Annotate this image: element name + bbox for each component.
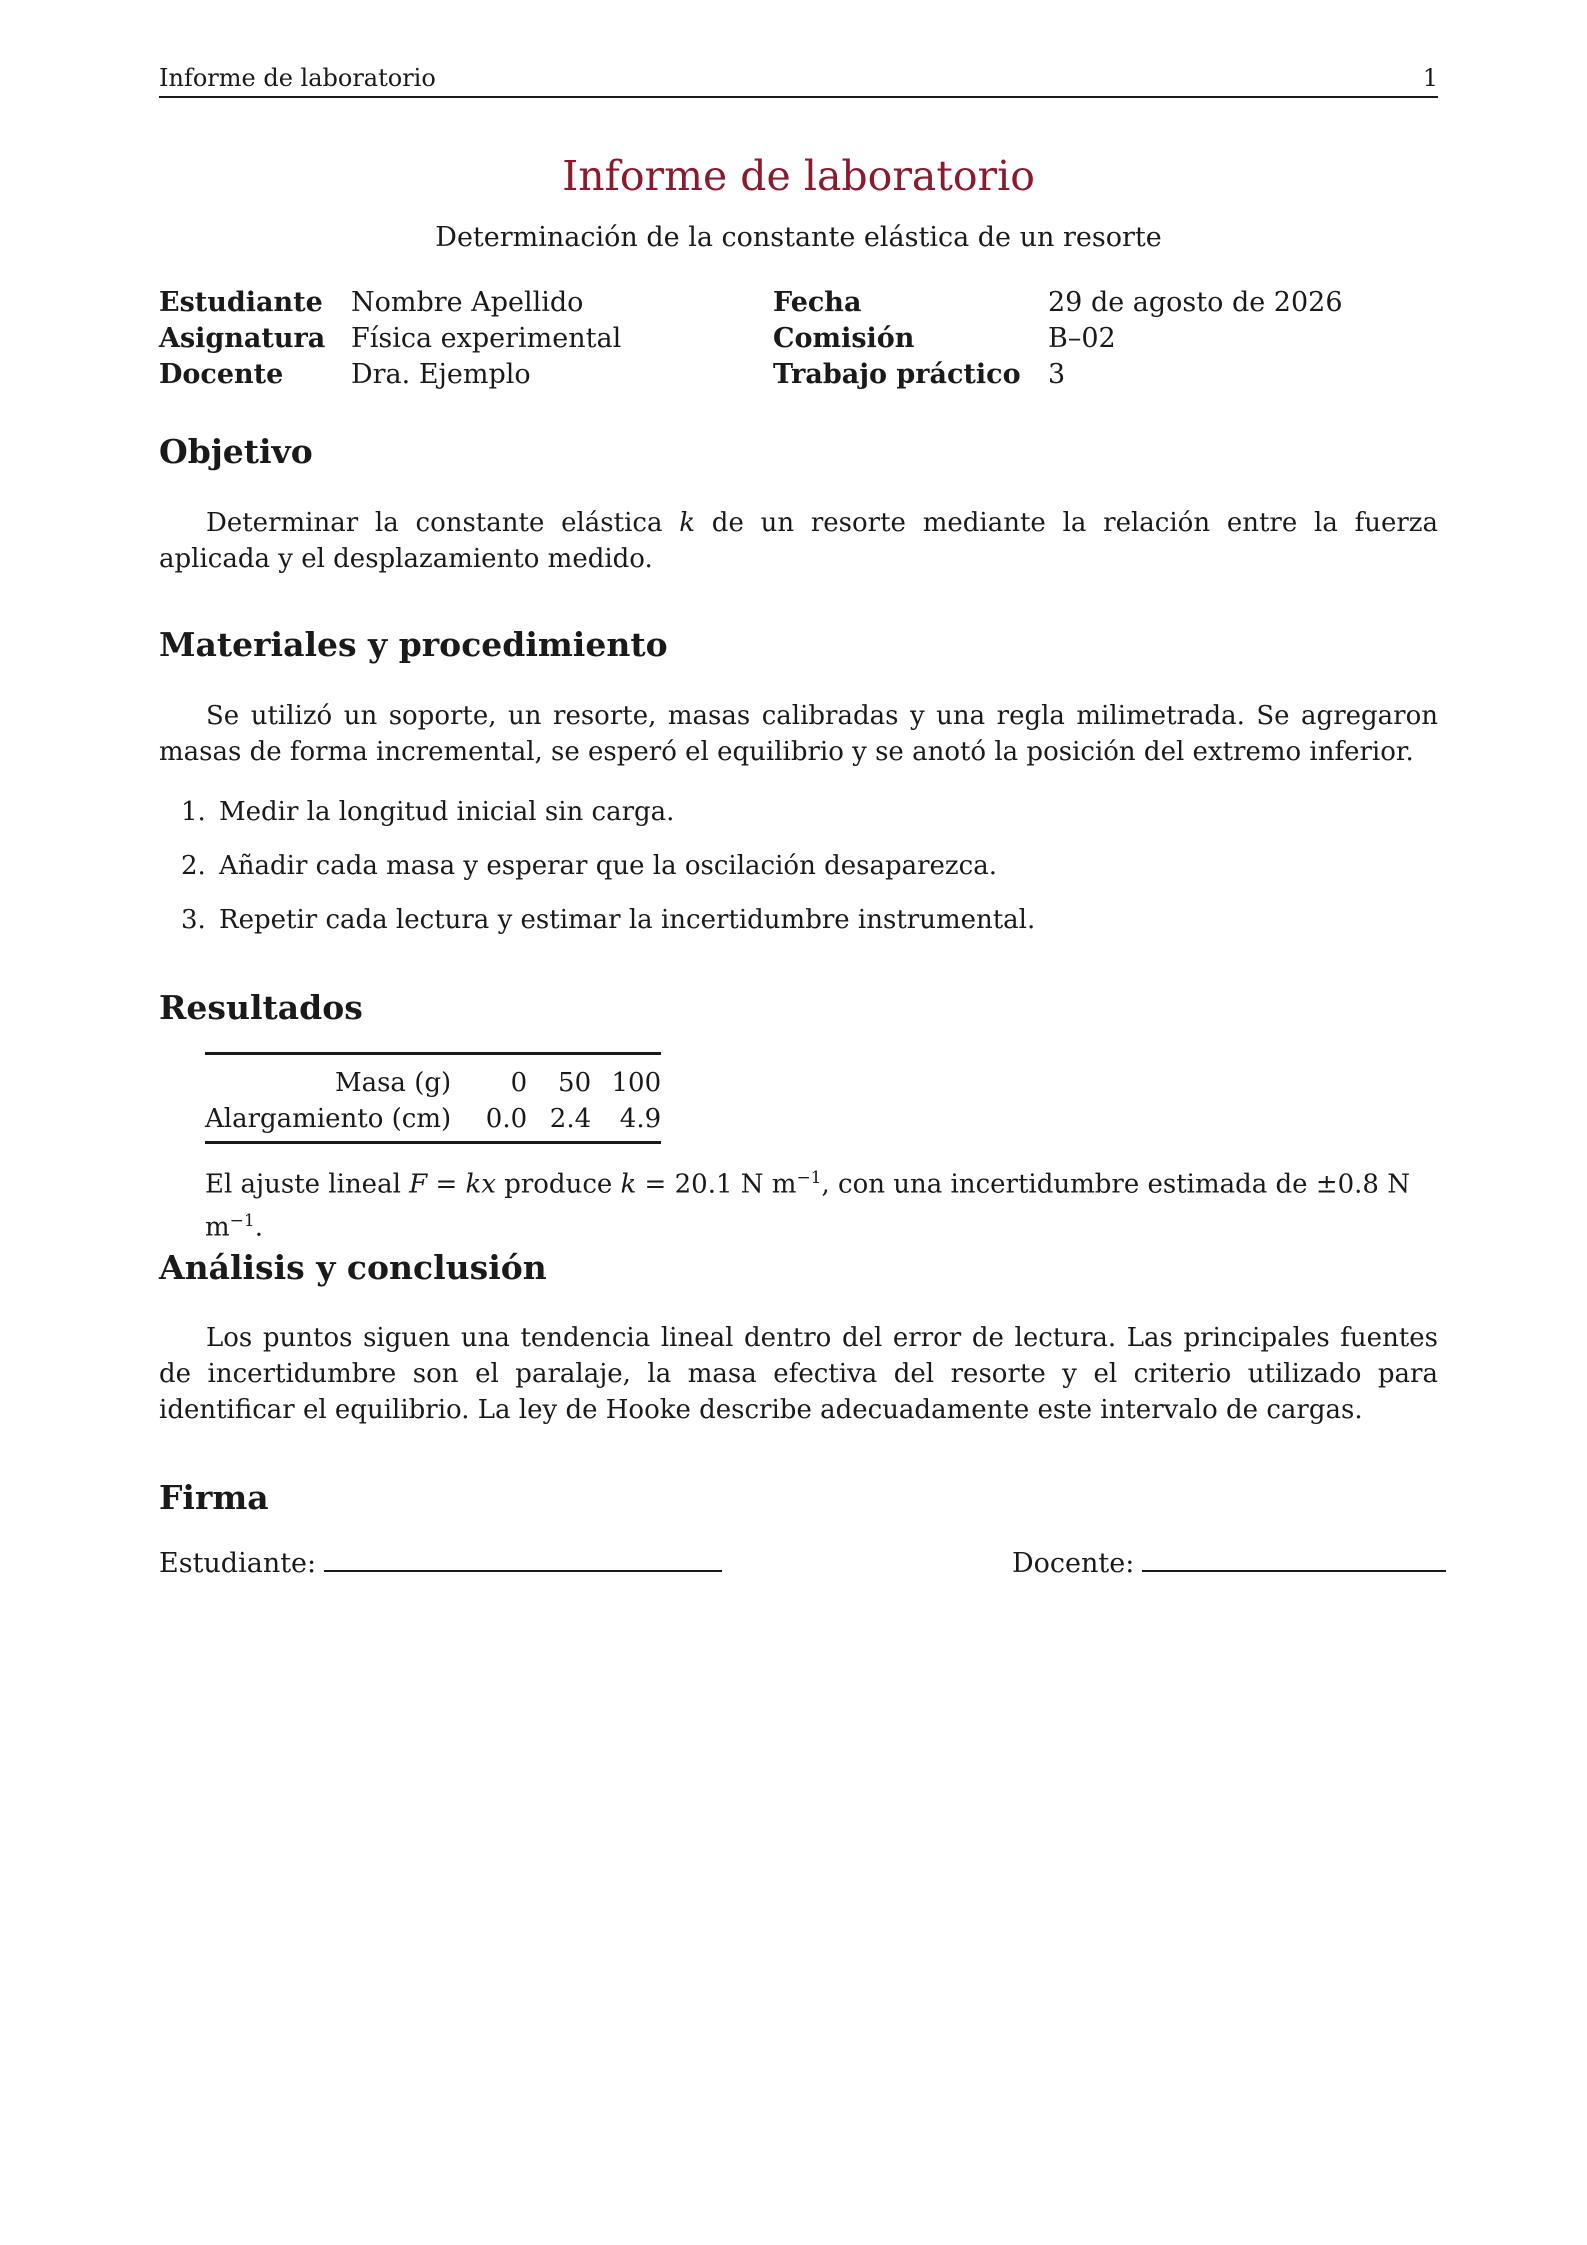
student-signature (159, 1548, 722, 1579)
meta-value-fecha: 29 de agosto de 2026 (1048, 287, 1343, 318)
meta-label-estudiante: Estudiante (159, 287, 323, 318)
list-item-text: Repetir cada lectura y estimar la incertidumbre instrumental. (219, 905, 1036, 935)
meta-label-docente: Docente (159, 359, 284, 390)
fit-equation: F = kx (409, 1169, 496, 1200)
heading-objetivo: Objetivo (159, 432, 313, 471)
fit-exponent: −1 (796, 1168, 822, 1188)
results-table (205, 1052, 661, 1144)
table-cell: 50 (527, 1054, 591, 1102)
document-title: Informe de laboratorio (562, 152, 1035, 200)
running-header (159, 62, 1438, 98)
teacher-signature-line[interactable] (1142, 1564, 1446, 1572)
meta-value-comision: B–02 (1048, 323, 1116, 354)
student-signature-label: Estudiante: (159, 1548, 317, 1579)
table-cell: 100 (591, 1054, 661, 1102)
meta-value-estudiante: Nombre Apellido (351, 287, 584, 318)
objetivo-text-2: de un resorte mediante la relación entre la fuerza aplicada y el desplazamiento medido. (159, 508, 1438, 574)
analisis-text: Los puntos siguen una tendencia lineal dentro del error de lectura. Las principales fuentes de incertidumbre son el paralaje, la masa efectiva del resorte y el criterio utilizado para identificar el equilibrio. La ley de Hooke describe adecuadamente este intervalo de cargas. (159, 1323, 1438, 1425)
fit-result-paragraph (205, 1160, 1438, 1245)
list-item-number: 2. (181, 851, 206, 881)
document-subtitle: Determinación de la constante elástica de un resorte (435, 222, 1162, 253)
meta-label-fecha: Fecha (773, 287, 862, 318)
list-item-number: 3. (181, 905, 206, 935)
fit-value: = 20.1 N m (636, 1169, 797, 1200)
table-cell: 0.0 (483, 1101, 527, 1143)
table-cell: 0 (483, 1054, 527, 1102)
table-cell: 4.9 (591, 1101, 661, 1143)
meta-value-trabajo: 3 (1048, 359, 1066, 390)
heading-analisis: Análisis y conclusión (159, 1248, 547, 1287)
meta-values-right (1048, 285, 1343, 393)
meta-labels-left (159, 285, 325, 393)
meta-values-left (351, 285, 621, 393)
meta-label-asignatura: Asignatura (159, 323, 326, 354)
fit-var-k: k (620, 1169, 637, 1200)
list-item-number: 1. (181, 797, 206, 827)
meta-label-comision: Comisión (773, 323, 915, 354)
list-item-text: Medir la longitud inicial sin carga. (219, 797, 675, 827)
fit-text-3: , con una incertidumbre estimada de ±0.8 N m (205, 1169, 1410, 1243)
objetivo-var-k: k (679, 508, 696, 538)
heading-materiales: Materiales y procedimiento (159, 625, 668, 664)
table-row (205, 1101, 661, 1143)
teacher-signature-label: Docente: (1012, 1548, 1135, 1579)
list-item-text: Añadir cada masa y esperar que la oscilación desaparezca. (219, 851, 997, 881)
table-cell: Alargamiento (cm) (205, 1101, 483, 1143)
meta-value-docente: Dra. Ejemplo (351, 359, 531, 390)
fit-text-1: El ajuste lineal (205, 1169, 410, 1200)
fit-text-2: produce (495, 1169, 621, 1200)
running-title: Informe de laboratorio (159, 64, 436, 92)
table-row (205, 1054, 661, 1102)
teacher-signature (1012, 1548, 1446, 1579)
objetivo-text-1: Determinar la constante elástica (206, 508, 680, 538)
student-signature-line[interactable] (324, 1564, 722, 1572)
meta-label-trabajo: Trabajo práctico (773, 359, 1021, 390)
page-number: 1 (1422, 64, 1438, 92)
meta-value-asignatura: Física experimental (351, 323, 622, 354)
heading-resultados: Resultados (159, 988, 363, 1027)
materiales-text: Se utilizó un soporte, un resorte, masas calibradas y una regla milimetrada. Se agregaron masas de forma incremental, se esperó el equilibrio y se anotó la posición del extremo inferior. (159, 701, 1438, 767)
materiales-paragraph (159, 698, 1438, 770)
heading-firma: Firma (159, 1478, 269, 1517)
fit-text-4: . (254, 1212, 263, 1243)
fit-exponent-2: −1 (229, 1210, 255, 1231)
analisis-paragraph (159, 1320, 1438, 1428)
objetivo-paragraph (159, 505, 1438, 577)
table-cell: Masa (g) (205, 1054, 483, 1102)
table-cell: 2.4 (527, 1101, 591, 1143)
meta-labels-right (773, 285, 1021, 393)
